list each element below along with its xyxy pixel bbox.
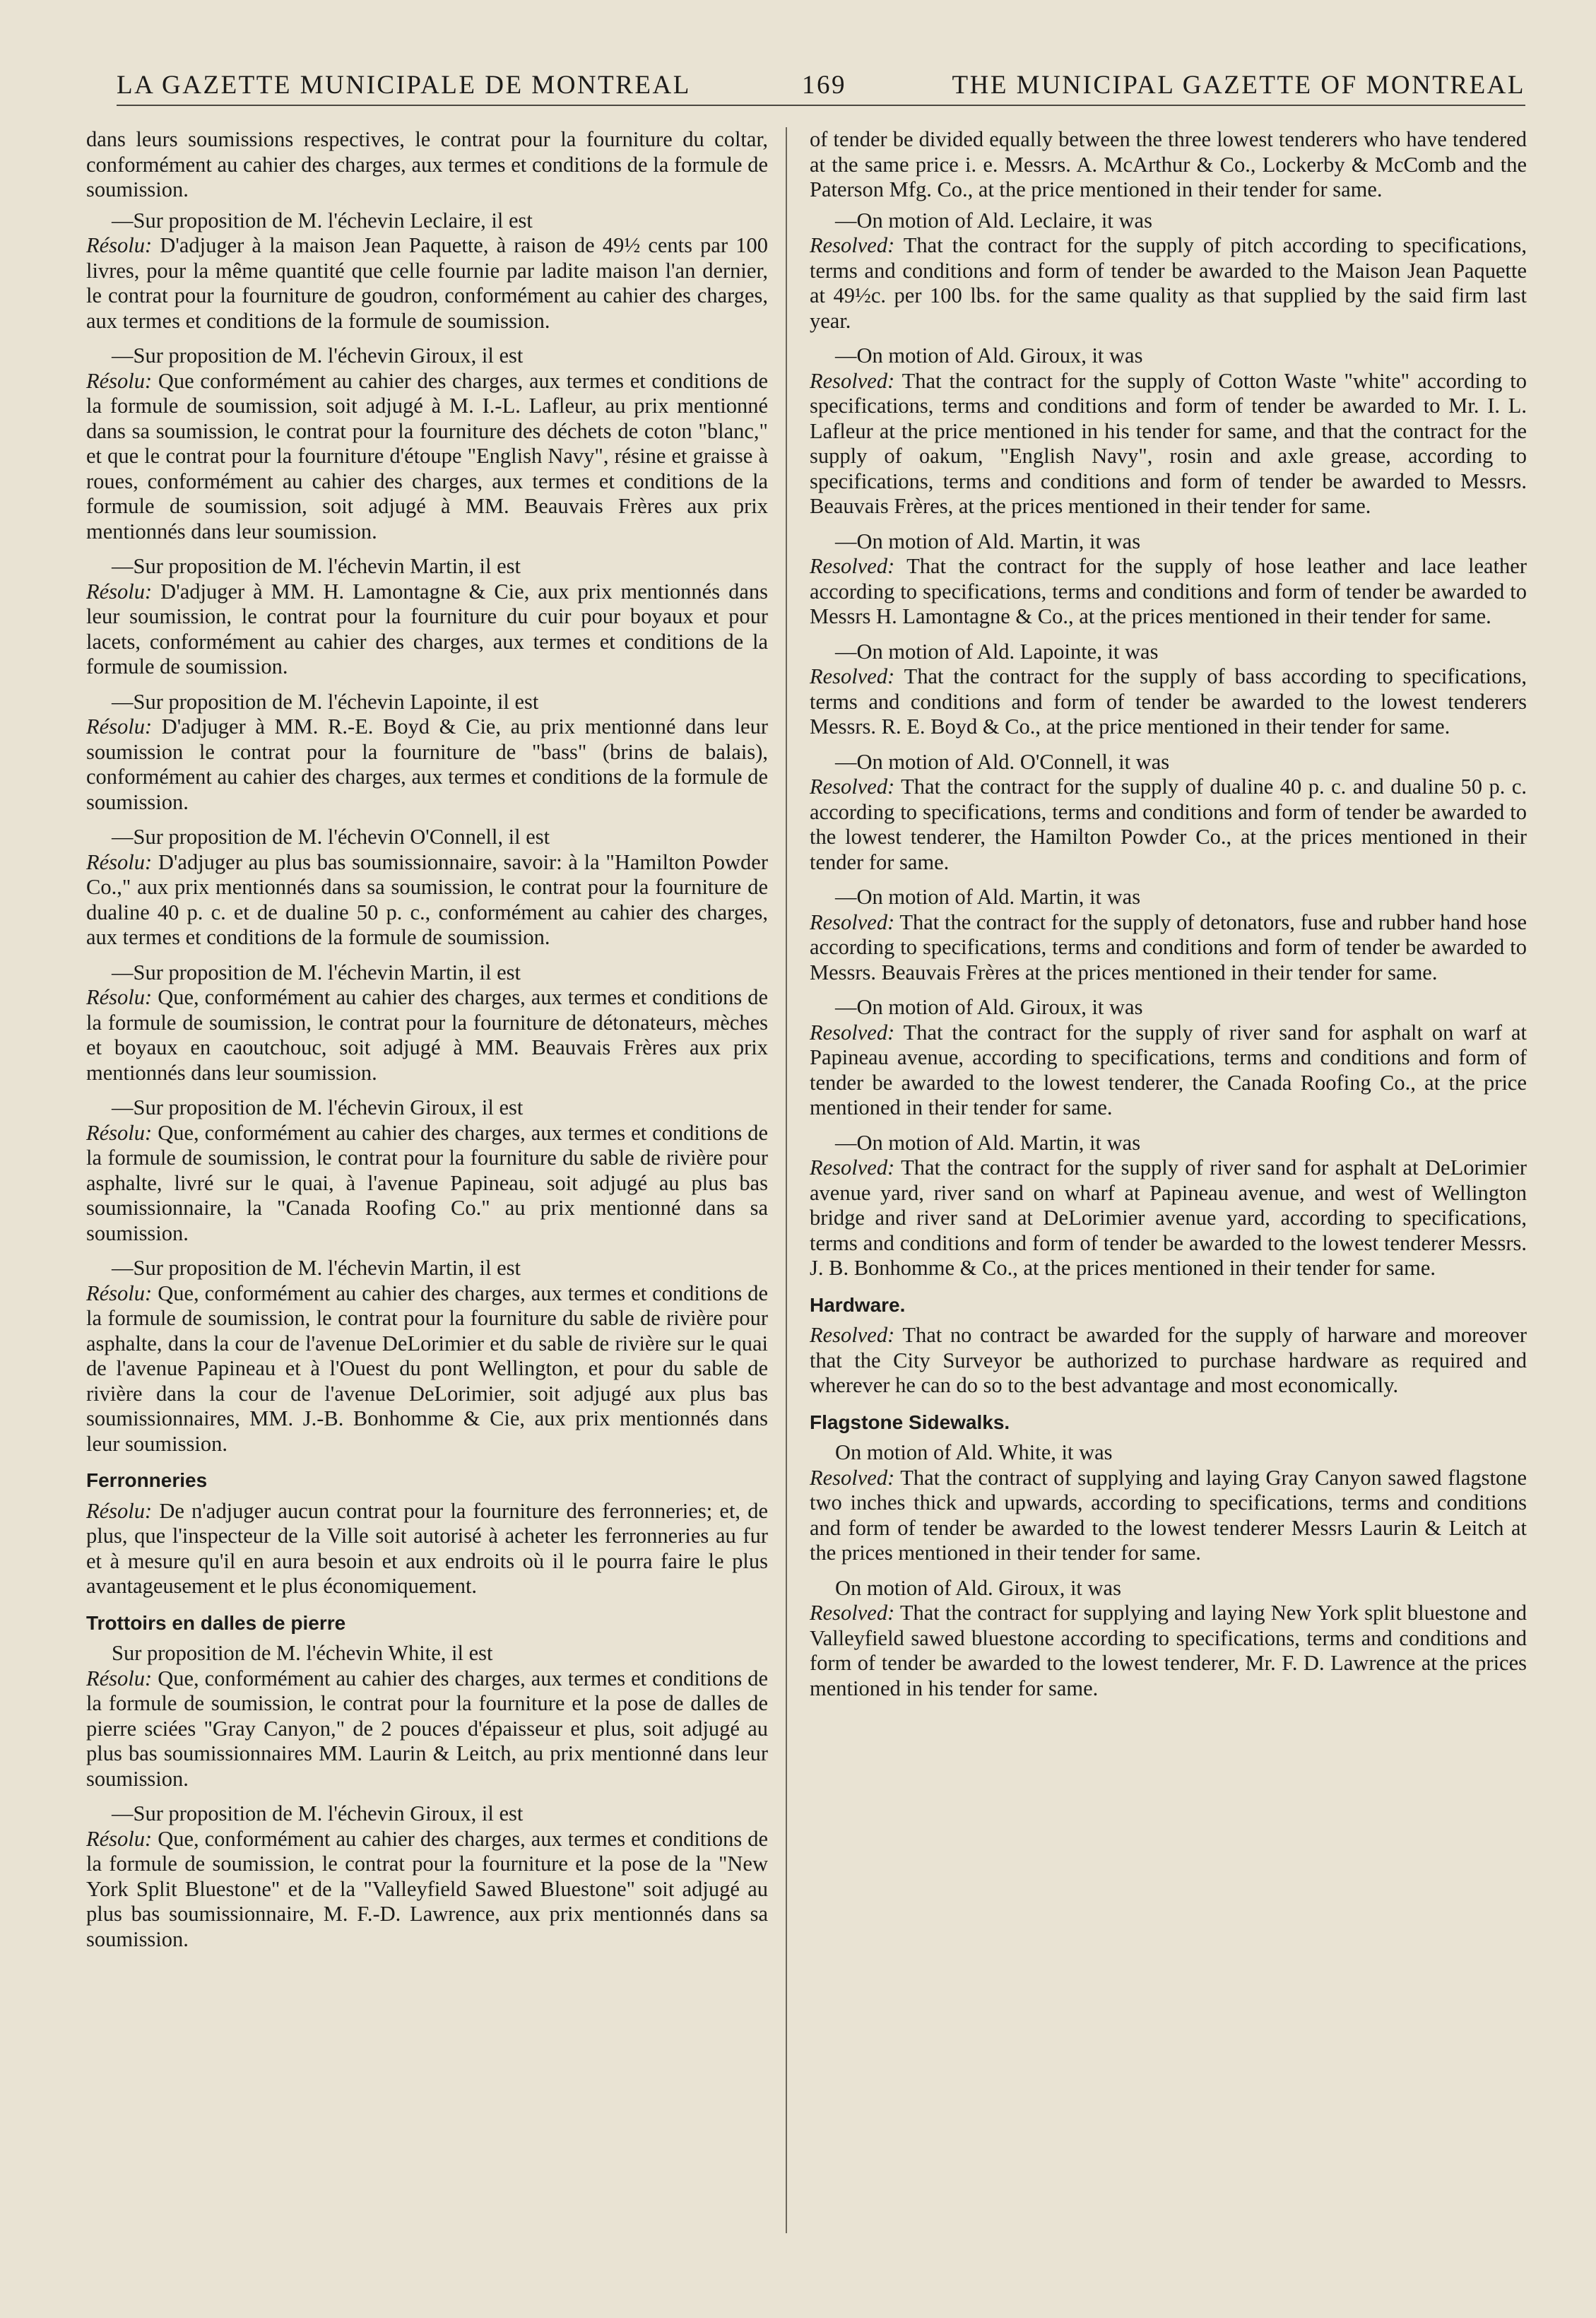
resolution-item xyxy=(810,343,1527,519)
resolution-item xyxy=(86,1095,768,1246)
resolution-text: D'adjuger à la maison Jean Paquette, à raison de 49½ cents par 100 livres, pour la même quantité que celle fournie par ladite maison l'an dernier, le contrat pour la fourniture de goudron, conformément au cahier des charges, aux termes et conditions de la formule de soumission. xyxy=(86,233,768,333)
resolution-paragraph xyxy=(810,1466,1527,1566)
resolution-item xyxy=(86,1641,768,1792)
resolution-text: That the contract for the supply of bass according to specifications, terms and conditions and form of tender be awarded to the lowest tenderers Messrs. R. E. Boyd & Co., at the price mentioned in their tender for same. xyxy=(810,664,1527,739)
resolution-paragraph xyxy=(86,1666,768,1792)
resolution-item xyxy=(810,1131,1527,1281)
french-section2-resolutions xyxy=(86,1641,768,1952)
resolution-paragraph xyxy=(86,1827,768,1953)
resolution-paragraph xyxy=(810,233,1527,334)
motion-line: —Sur proposition de M. l'échevin Martin, il est xyxy=(112,960,521,984)
section-heading-hardware: Hardware. xyxy=(810,1293,906,1316)
resolution-item xyxy=(86,208,768,334)
resolution-label: Resolved: xyxy=(810,664,895,688)
resolution-paragraph xyxy=(86,714,768,815)
resolution-item xyxy=(86,825,768,951)
resolution-label: Resolved: xyxy=(810,1601,895,1625)
resolution-label: Resolved: xyxy=(810,554,895,578)
motion-line: —Sur proposition de M. l'échevin Lapointe, il est xyxy=(112,689,539,714)
resolution-paragraph xyxy=(86,233,768,334)
resolution-label: Résolu: xyxy=(86,714,153,739)
resolution-text: Que, conformément au cahier des charges, aux termes et conditions de la formule de soumission, le contrat pour la fourniture du sable de rivière pour asphalte, livré sur le quai, à l'avenue Papineau, soit adjugé au plus bas soumissionnaire, la "Canada Roofing Co." au prix mentionné dans sa soumission. xyxy=(86,1120,768,1245)
resolution-paragraph xyxy=(810,664,1527,740)
resolution-label: Résolu: xyxy=(86,1826,153,1851)
resolution-label: Resolved: xyxy=(810,775,895,799)
resolution-text: That no contract be awarded for the supply of harware and moreover that the City Surveyor be authorized to purchase hardware as required and wherever he can do so to the best advantage and most economically. xyxy=(810,1323,1527,1397)
motion-line: —On motion of Ald. Lapointe, it was xyxy=(835,639,1159,664)
resolution-item xyxy=(86,1256,768,1457)
resolution-label: Resolved: xyxy=(810,233,895,257)
english-section1-resolution xyxy=(810,1323,1527,1399)
motion-line: —Sur proposition de M. l'échevin Martin, il est xyxy=(112,1256,521,1280)
french-column xyxy=(86,127,768,1962)
motion-line: On motion of Ald. Giroux, it was xyxy=(835,1575,1121,1600)
resolution-label: Resolved: xyxy=(810,910,895,934)
resolution-item xyxy=(810,885,1527,985)
resolution-item xyxy=(810,1576,1527,1702)
resolution-item xyxy=(810,1440,1527,1566)
column-divider xyxy=(786,127,787,2233)
resolution-text: Que, conformément au cahier des charges, aux termes et conditions de la formule de soumission, le contrat pour la fourniture et la pose de la "New York Split Bluestone" et de la "Valleyfield Sawed Bluestone" soit adjugé au plus bas soumissionnaire, M. F.-D. Lawrence, aux prix mentionnés dans sa soumission. xyxy=(86,1826,768,1951)
resolution-paragraph xyxy=(810,369,1527,519)
french-resolutions xyxy=(86,208,768,1457)
resolution-item xyxy=(810,529,1527,630)
french-section1-resolution xyxy=(86,1499,768,1599)
resolution-item xyxy=(86,554,768,680)
resolution-text: That the contract for the supply of river sand for asphalt on warf at Papineau avenue, according to specifications, terms and conditions and form of tender be awarded to the lowest tenderer, the Canada Roofing Co., at the price mentioned in their tender for same. xyxy=(810,1020,1527,1119)
resolution-paragraph xyxy=(86,850,768,951)
header-title-french: LA GAZETTE MUNICIPALE DE MONTREAL xyxy=(117,71,691,100)
resolution-paragraph xyxy=(810,910,1527,986)
resolution-text: That the contract for the supply of dualine 40 p. c. and dualine 50 p. c. according to specifications, terms and conditions and form of tender be awarded to the lowest tenderer, the Hamilton Powder Co., at the prices mentioned in their tender for same. xyxy=(810,775,1527,874)
motion-line: —Sur proposition de M. l'échevin Giroux, il est xyxy=(112,1095,524,1119)
resolution-label: Resolved: xyxy=(810,1020,895,1045)
section-heading-ferronneries: Ferronneries xyxy=(86,1469,208,1491)
resolution-text: That the contract for the supply of hose leather and lace leather according to specifications, terms and conditions and form of tender be awarded to Messrs H. Lamontagne & Co., at the prices mentioned in their tender for same. xyxy=(810,554,1527,628)
motion-line: On motion of Ald. White, it was xyxy=(835,1440,1113,1464)
resolution-item xyxy=(810,995,1527,1121)
resolution-paragraph xyxy=(810,775,1527,875)
resolution-paragraph xyxy=(810,1601,1527,1701)
resolution-item xyxy=(810,750,1527,876)
resolution-text: Que, conformément au cahier des charges, aux termes et conditions de la formule de soumission, le contrat pour la fourniture de détonateurs, mèches et boyaux en caoutchouc, soit adjugé à MM. Beauvais Frères aux prix mentionnés dans leur soumission. xyxy=(86,985,768,1085)
page-header xyxy=(117,62,1525,106)
french-intro: dans leurs soumissions respectives, le contrat pour la fourniture du coltar, conformément au cahier des charges, aux termes et conditions de la formule de soumission. xyxy=(86,127,768,201)
resolution-label: Résolu: xyxy=(86,233,153,257)
resolution-paragraph xyxy=(86,369,768,545)
resolution-text: Que, conformément au cahier des charges, aux termes et conditions de la formule de soumission, le contrat pour la fourniture du sable de rivière pour asphalte, dans la cour de l'avenue DeLorimier et du sable de rivière sur le quai de l'avenue Papineau et à l'Ouest du pont Wellington, et pour du sable de rivière dans la cour de l'avenue DeLorimier, soit adjugé aux plus bas soumissionnaires, MM. J.-B. Bonhomme & Cie, aux prix mentionnés dans leur soumission. xyxy=(86,1281,768,1456)
section-heading-flagstone: Flagstone Sidewalks. xyxy=(810,1411,1010,1433)
resolution-paragraph xyxy=(86,1121,768,1247)
resolution-paragraph xyxy=(86,1281,768,1457)
resolution-text: D'adjuger à MM. R.-E. Boyd & Cie, au prix mentionné dans leur soumission le contrat pour la fourniture de "bass" (brins de balais), conformément au cahier des charges, aux termes et conditions de la formule de soumission. xyxy=(86,714,768,814)
resolution-text: Que conformément au cahier des charges, aux termes et conditions de la formule de soumission, soit adjugé à M. I.-L. Lafleur, au prix mentionné dans sa soumission, le contrat pour la fourniture des déchets de coton "blanc," et que le contrat pour la fourniture d'étoupe "English Navy", résine et graisse à roues, conformément au cahier des charges, aux termes et conditions de la formule de soumission, soit adjugé à MM. Beauvais Frères aux prix mentionnés dans leur soumission. xyxy=(86,368,768,543)
resolution-text: That the contract for the supply of pitch according to specifications, terms and conditions and form of tender be awarded to the Maison Jean Paquette at 49½c. per 100 lbs. for the same quality as that supplied by the said firm last year. xyxy=(810,233,1527,333)
motion-line: Sur proposition de M. l'échevin White, il est xyxy=(112,1641,493,1665)
motion-line: —Sur proposition de M. l'échevin Giroux, il est xyxy=(112,343,524,367)
resolution-label: Résolu: xyxy=(86,579,153,604)
resolution-label: Resolved: xyxy=(810,1465,895,1490)
resolution-label: Resolved: xyxy=(810,1155,895,1179)
motion-line: —On motion of Ald. Martin, it was xyxy=(835,885,1141,909)
resolution-item xyxy=(86,690,768,816)
resolution-text: D'adjuger à MM. H. Lamontagne & Cie, aux prix mentionnés dans leur soumission, le contrat pour la fourniture du cuir pour boyaux et pour lacets, conformément au cahier des charges, aux termes et conditions de la formule de soumission. xyxy=(86,579,768,678)
english-intro: of tender be divided equally between the three lowest tenderers who have tendered at the same price i. e. Messrs. A. McArthur & Co., Lockerby & McComb and the Paterson Mfg. Co., at the price mentioned in their tender for same. xyxy=(810,127,1527,201)
motion-line: —Sur proposition de M. l'échevin Martin, il est xyxy=(112,554,521,578)
resolution-label: Résolu: xyxy=(86,849,153,874)
resolution-paragraph xyxy=(86,985,768,1086)
english-column xyxy=(810,127,1527,1711)
resolution-item xyxy=(86,1801,768,1952)
resolution-text: That the contract for the supply of detonators, fuse and rubber hand hose according to specifications, terms and conditions and form of tender be awarded to Messrs. Beauvais Frères at the prices mentioned in their tender for same. xyxy=(810,910,1527,984)
resolution-text: That the contract for the supply of river sand for asphalt at DeLorimier avenue yard, river sand on wharf at Papineau avenue, and west of Wellington bridge and river sand at DeLorimier avenue yard, according to specifications, terms and conditions and form of tender be awarded to the lowest tenderer Messrs. J. B. Bonhomme & Co., at the prices mentioned in their tender for same. xyxy=(810,1155,1527,1280)
resolution-label: Résolu: xyxy=(86,1281,153,1305)
motion-line: —On motion of Ald. Martin, it was xyxy=(835,529,1141,553)
resolution-paragraph xyxy=(810,1155,1527,1281)
motion-line: —On motion of Ald. Martin, it was xyxy=(835,1130,1141,1155)
resolution-paragraph xyxy=(810,554,1527,630)
section-heading-trottoirs: Trottoirs en dalles de pierre xyxy=(86,1611,346,1634)
resolution-text: That the contract for supplying and laying New York split bluestone and Valleyfield sawed bluestone according to specifications, terms and conditions and form of tender be awarded to the lowest tenderer, Mr. F. D. Lawrence at the prices mentioned in his tender for same. xyxy=(810,1601,1527,1700)
resolution-text: D'adjuger au plus bas soumissionnaire, savoir: à la "Hamilton Powder Co.," aux prix mentionnés dans sa soumission, le contrat pour la fourniture de dualine 40 p. c. et de dualine 50 p. c., conformément au cahier des charges, aux termes et conditions de la formule de soumission. xyxy=(86,849,768,949)
resolution-label: Résolu: xyxy=(86,1498,153,1523)
resolution-item xyxy=(810,640,1527,740)
resolution-item xyxy=(86,960,768,1086)
resolution-item xyxy=(810,208,1527,334)
motion-line: —Sur proposition de M. l'échevin Giroux, il est xyxy=(112,1801,524,1825)
resolution-paragraph xyxy=(86,580,768,680)
resolution-text: De n'adjuger aucun contrat pour la fourniture des ferronneries; et, de plus, que l'inspecteur de la Ville soit autorisé à acheter les ferronneries au fur et à mesure qu'il en aura besoin et aux endroits où il le pourra faire le plus avantageusement et le plus économiquement. xyxy=(86,1498,768,1598)
resolution-paragraph xyxy=(810,1020,1527,1121)
resolution-label: Résolu: xyxy=(86,1120,153,1145)
resolution-text: That the contract for the supply of Cotton Waste "white" according to specifications, terms and conditions and form of tender be awarded to Mr. I. L. Lafleur at the price mentioned in his tender for same, and that the contract for the supply of oakum, "English Navy", rosin and axle grease, according to specifications, terms and conditions and form of tender be awarded to Messrs. Beauvais Frères, at the prices mentioned in their tender for same. xyxy=(810,368,1527,518)
motion-line: —On motion of Ald. Leclaire, it was xyxy=(835,208,1152,233)
english-resolutions xyxy=(810,208,1527,1281)
resolution-item xyxy=(86,343,768,544)
resolution-label: Résolu: xyxy=(86,985,153,1009)
motion-line: —Sur proposition de M. l'échevin Leclaire, il est xyxy=(112,208,533,233)
resolution-label: Résolu: xyxy=(86,1666,153,1690)
resolution-text: That the contract of supplying and laying Gray Canyon sawed flagstone two inches thick and upwards, according to specifications, terms and conditions and form of tender be awarded to the lowest tenderer Messrs Laurin & Leitch at the prices mentioned in their tender for same. xyxy=(810,1465,1527,1565)
motion-line: —On motion of Ald. O'Connell, it was xyxy=(835,749,1170,774)
motion-line: —On motion of Ald. Giroux, it was xyxy=(835,343,1143,367)
motion-line: —On motion of Ald. Giroux, it was xyxy=(835,995,1143,1019)
resolution-label: Résolu: xyxy=(86,368,153,393)
resolution-label: Resolved: xyxy=(810,1323,895,1347)
motion-line: —Sur proposition de M. l'échevin O'Connell, il est xyxy=(112,825,550,849)
header-title-english: THE MUNICIPAL GAZETTE OF MONTREAL xyxy=(952,71,1525,100)
resolution-label: Resolved: xyxy=(810,368,895,393)
resolution-text: Que, conformément au cahier des charges, aux termes et conditions de la formule de soumission, le contrat pour la fourniture et la pose de dalles de pierre sciées "Gray Canyon," de 2 pouces d'épaisseur et plus, soit adjugé au plus bas soumissionnaires MM. Laurin & Leitch, au prix mentionné dans leur soumission. xyxy=(86,1666,768,1791)
page-number: 169 xyxy=(802,71,846,100)
english-section2-resolutions xyxy=(810,1440,1527,1701)
